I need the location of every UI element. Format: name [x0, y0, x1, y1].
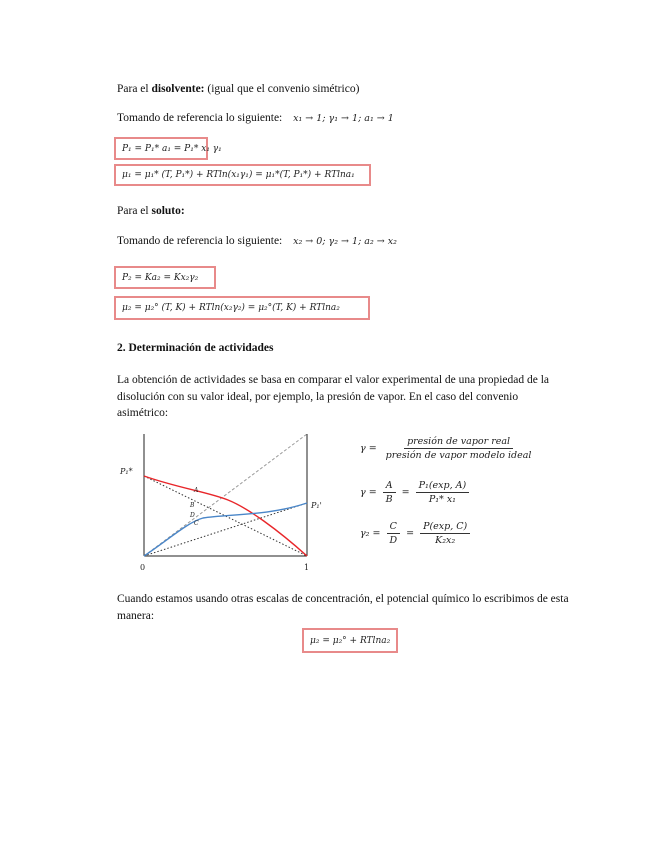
- gamma2-equation: γ₂ = $\frac{C}{D}$ = $\frac{P(\exp, C)}{\text{K₂x₂}}$: [360, 521, 470, 546]
- equation-box-p1: P₁ = P₁* a₁ = P₁* x₁ γ₁: [114, 137, 208, 160]
- point-b-label: B: [190, 502, 195, 509]
- point-d-label: D: [190, 512, 195, 519]
- solvent-reference-math: x₁ → 1; γ₁ → 1; a₁ → 1: [293, 113, 394, 124]
- equation-box-mu1: μ₁ = μ₁* (T, P₁*) + RTln(x₁γ₁) = μ₁*(T, P₁*) + RTlna₁: [114, 164, 371, 186]
- equation-box-p2: P₂ = Ka₂ = Kx₂γ₂: [114, 266, 216, 289]
- solute-reference-math: x₂ → 0; γ₂ → 1; a₂ → x₂: [293, 236, 397, 247]
- gamma1-equation: γ = $\frac{A}{B}$ = $\frac{\text{P₁(exp, A)}}{\text{P₁* x₁}}$: [360, 480, 469, 505]
- closing-paragraph: Cuando estamos usando otras escalas de concentración, el potencial químico lo escribimos de esta manera:: [117, 593, 569, 622]
- ideal-solute-line: [144, 503, 307, 556]
- right-label: P₁': [311, 501, 322, 510]
- solvent-reference-line: Tomando de referencia lo siguiente: x₁ → 1; γ₁ → 1; a₁ → 1: [117, 112, 394, 124]
- solute-reference-line: Tomando de referencia lo siguiente: x₂ → 0; γ₂ → 1; a₂ → x₂: [117, 235, 397, 247]
- y-axis-label: P₁*: [120, 467, 133, 476]
- point-c-label: C: [194, 520, 199, 527]
- point-a-label: A: [194, 487, 199, 494]
- henry-line: [144, 434, 307, 556]
- solute-line: Para el soluto:: [117, 205, 185, 217]
- solvent-line: Para el disolvente: (igual que el convenio simétrico): [117, 83, 360, 95]
- section-heading: 2. Determinación de actividades: [117, 342, 274, 354]
- solute-bold: soluto:: [151, 205, 185, 217]
- solvent-bold: disolvente:: [151, 83, 205, 95]
- gamma-definition: γ = $\frac{\text{presión de vapor real}}{\text{presión de vapor modelo ideal}}$: [360, 436, 532, 461]
- x-start-label: 0: [140, 563, 146, 572]
- x-end-label: 1: [304, 563, 310, 572]
- paragraph: La obtención de actividades se basa en comparar el valor experimental de una propiedad de la disolución con su valor ideal, por ejemplo, la presión de vapor. En el caso del convenio asimétrico:: [117, 374, 550, 419]
- equation-box-mu2: μ₂ = μ₂° (T, K) + RTln(x₂γ₂) = μ₂°(T, K) + RTlna₂: [114, 296, 370, 320]
- activity-diagram: [118, 430, 336, 575]
- final-equation-box: μ₂ = μ₂° + RTlna₂: [302, 628, 398, 653]
